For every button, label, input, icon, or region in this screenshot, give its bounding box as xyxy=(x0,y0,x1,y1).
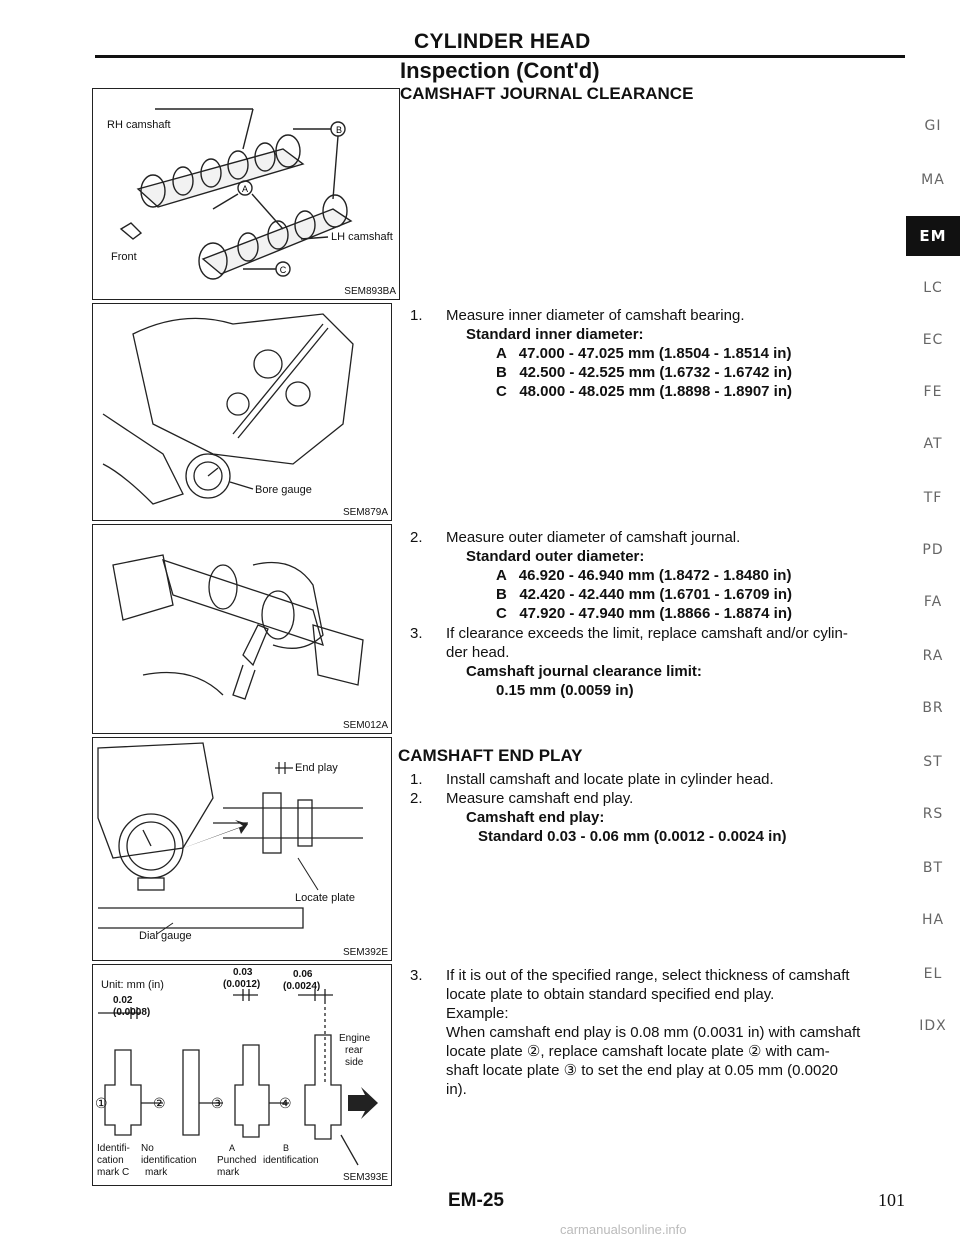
tab-em[interactable]: EM xyxy=(906,216,960,256)
figure-locate-plates xyxy=(92,964,392,1186)
figure-end-play xyxy=(92,737,392,961)
tab-br[interactable]: BR xyxy=(922,700,944,716)
fig1-label-a: A xyxy=(241,184,249,194)
fig5-b: B xyxy=(283,1143,290,1153)
end-play-heading: CAMSHAFT END PLAY xyxy=(398,746,583,765)
step-text: Install camshaft and locate plate in cylinder head. xyxy=(446,771,774,788)
fig5-v2-in: (0.0012) xyxy=(223,979,261,990)
step-number: 1. xyxy=(410,307,423,324)
spec-line: C 48.000 - 48.025 mm (1.8898 - 1.8907 in) xyxy=(496,383,793,400)
fig2-gauge-label: Bore gauge xyxy=(255,484,312,496)
spec-label: Camshaft end play: xyxy=(466,809,605,826)
step-number: 1. xyxy=(410,771,423,788)
journal-step-1 xyxy=(410,306,900,401)
fig5-v3-in: (0.0024) xyxy=(283,981,321,992)
fig1-code: SEM893BA xyxy=(344,286,396,297)
fig5-ident2: cation xyxy=(97,1155,124,1166)
endplay-step-2 xyxy=(410,789,900,846)
micrometer-illustration xyxy=(93,525,391,733)
page-title: CYLINDER HEAD xyxy=(414,30,591,53)
step-text: in). xyxy=(446,1081,467,1098)
page-subtitle: Inspection (Cont'd) xyxy=(400,58,600,83)
fig5-identification: identification xyxy=(263,1155,319,1166)
spec-label: Standard inner diameter: xyxy=(466,326,644,343)
tab-gi[interactable]: GI xyxy=(924,118,942,134)
figure-bore-gauge xyxy=(92,303,392,521)
fig2-code: SEM879A xyxy=(342,507,388,518)
fig1-front-label: Front xyxy=(111,251,137,263)
fig5-side: side xyxy=(345,1057,364,1068)
tab-st[interactable]: ST xyxy=(923,754,943,770)
step-text: locate plate to obtain standard specified end play. xyxy=(446,986,775,1003)
fig1-rh-label: RH camshaft xyxy=(107,119,171,131)
fig5-v1: 0.02 xyxy=(113,995,133,1006)
journal-clearance-heading: CAMSHAFT JOURNAL CLEARANCE xyxy=(400,84,694,103)
tab-ha[interactable]: HA xyxy=(921,912,945,928)
spec-line: C 47.920 - 47.940 mm (1.8866 - 1.8874 in) xyxy=(496,605,793,622)
locate-plates-illustration xyxy=(93,965,391,1185)
spec-label: Camshaft journal clearance limit: xyxy=(466,663,702,680)
step-number: 3. xyxy=(410,625,423,642)
fig4-dial-label: Dial gauge xyxy=(139,930,192,942)
spec-label: Standard outer diameter: xyxy=(466,548,645,565)
end-play-illustration xyxy=(93,738,391,960)
tab-tf[interactable]: TF xyxy=(923,490,943,506)
fig4-plate-label: Locate plate xyxy=(295,892,355,904)
step-text: If clearance exceeds the limit, replace camshaft and/or cylin- xyxy=(446,625,848,642)
fig5-v3: 0.06 xyxy=(293,969,313,980)
fig5-rear: rear xyxy=(345,1045,363,1056)
fig1-label-c: C xyxy=(279,265,287,275)
tab-rs[interactable]: RS xyxy=(922,806,944,822)
fig5-a: A xyxy=(229,1143,236,1153)
tab-ec[interactable]: EC xyxy=(922,332,944,348)
step-text: Example: xyxy=(446,1005,509,1022)
fig1-label-b: B xyxy=(335,125,343,135)
endplay-step-3 xyxy=(410,966,900,1099)
spec-line: Standard 0.03 - 0.06 mm (0.0012 - 0.0024 in) xyxy=(478,828,787,845)
step-text: Measure outer diameter of camshaft journal. xyxy=(446,529,741,546)
spec-line: A 47.000 - 47.025 mm (1.8504 - 1.8514 in) xyxy=(496,345,792,362)
fig5-n4: ④ xyxy=(279,1095,292,1111)
fig5-n2: ② xyxy=(153,1095,166,1111)
step-text: If it is out of the specified range, select thickness of camshaft xyxy=(446,967,850,984)
fig5-unit: Unit: mm (in) xyxy=(101,979,164,991)
figure-camshafts xyxy=(92,88,400,300)
fig5-punched1: Punched xyxy=(217,1155,257,1166)
journal-step-2 xyxy=(410,528,900,623)
tab-lc[interactable]: LC xyxy=(923,280,943,296)
fig5-v2: 0.03 xyxy=(233,967,253,978)
fig5-code: SEM393E xyxy=(342,1172,388,1183)
step-number: 3. xyxy=(410,967,423,984)
fig5-noid2: identification xyxy=(141,1155,197,1166)
fig5-punched2: mark xyxy=(217,1167,240,1178)
fig5-ident1: Identifi- xyxy=(97,1143,130,1154)
journal-step-3 xyxy=(410,624,900,700)
step-text: shaft locate plate ③ to set the end play at 0.05 mm (0.0020 xyxy=(446,1062,839,1079)
spec-line: B 42.500 - 42.525 mm (1.6732 - 1.6742 in) xyxy=(496,364,793,381)
step-number: 2. xyxy=(410,529,423,546)
step-text: When camshaft end play is 0.08 mm (0.0031 in) with camshaft xyxy=(446,1024,861,1041)
figure-journal-micrometer xyxy=(92,524,392,734)
watermark: carmanualsonline.info xyxy=(560,1222,687,1237)
step-number: 2. xyxy=(410,790,423,807)
tab-pd[interactable]: PD xyxy=(922,542,944,558)
fig5-v1-in: (0.0008) xyxy=(113,1007,151,1018)
tab-fe[interactable]: FE xyxy=(923,384,943,400)
fig4-code: SEM392E xyxy=(342,947,388,958)
fig5-n1: ① xyxy=(95,1095,108,1111)
spec-line: A 46.920 - 46.940 mm (1.8472 - 1.8480 in) xyxy=(496,567,792,584)
fig5-noid3: mark xyxy=(145,1167,168,1178)
step-text: Measure camshaft end play. xyxy=(446,790,634,807)
section-index-tabs xyxy=(906,0,960,1242)
step-text: locate plate ②, replace camshaft locate plate ② with cam- xyxy=(446,1043,830,1060)
tab-at[interactable]: AT xyxy=(923,436,943,452)
page-number: 101 xyxy=(878,1190,905,1210)
tab-idx[interactable]: IDX xyxy=(919,1018,947,1034)
fig5-engine: Engine xyxy=(339,1033,371,1044)
spec-line: 0.15 mm (0.0059 in) xyxy=(496,682,634,699)
fig5-n3: ③ xyxy=(211,1095,224,1111)
tab-el[interactable]: EL xyxy=(923,966,943,982)
fig5-noid1: No xyxy=(141,1143,154,1154)
page-id: EM-25 xyxy=(448,1190,504,1211)
tab-fa[interactable]: FA xyxy=(923,594,943,610)
fig4-endplay-label: End play xyxy=(295,762,338,774)
tab-bt[interactable]: BT xyxy=(922,860,944,876)
step-text: der head. xyxy=(446,644,510,661)
tab-ra[interactable]: RA xyxy=(922,648,944,664)
spec-line: B 42.420 - 42.440 mm (1.6701 - 1.6709 in) xyxy=(496,586,793,603)
fig1-lh-label: LH camshaft xyxy=(331,231,393,243)
endplay-step-1 xyxy=(410,770,900,789)
tab-ma[interactable]: MA xyxy=(921,172,945,188)
fig5-ident3: mark C xyxy=(97,1167,130,1178)
bore-gauge-illustration xyxy=(93,304,391,520)
fig3-code: SEM012A xyxy=(342,720,388,731)
step-text: Measure inner diameter of camshaft bearing. xyxy=(446,307,745,324)
